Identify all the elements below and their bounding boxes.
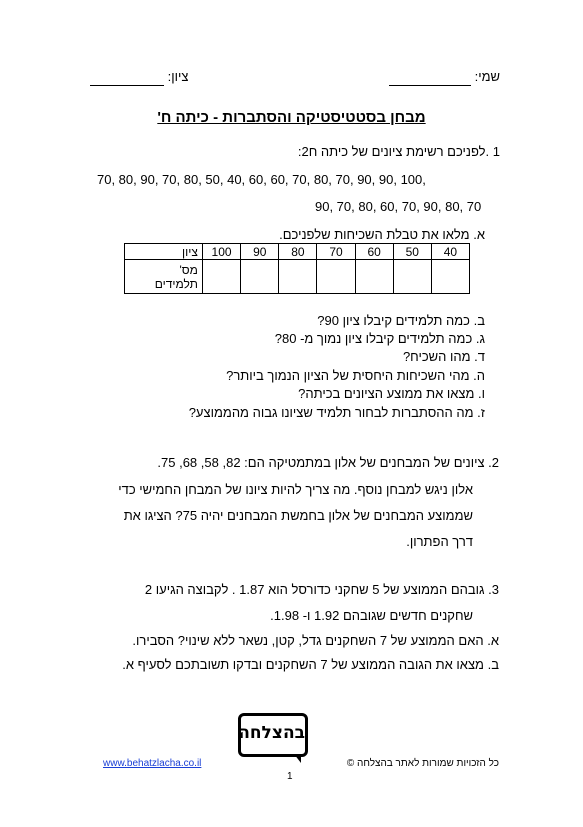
q2-line4: דרך הפתרון. [406,534,473,549]
q2-line1: 2. ציונים של המבחנים של אלון במתמטיקה הם: 82, 58, 68, 75. [157,455,499,470]
q2-line3: שממוצע המבחנים של אלון בחמשת המבחנים יהיה 75? הציגו את [123,508,473,523]
logo-speech-tail [294,754,301,763]
count-cell[interactable] [202,260,240,294]
grade-field [90,68,188,86]
q3-line1: 3. גובהם הממוצע של 5 שחקני כדורסל הוא 1.87 . לקבוצה הגיעו 2 [144,582,499,597]
name-field [389,68,500,86]
q1-sub-c: ג. כמה תלמידים קיבלו ציון נמוך מ- 80? [274,331,485,346]
q1-part-a: א. מלאו את טבלת השכיחות שלפניכם. [279,227,485,242]
q2-line2: אלון ניגש למבחן נוסף. מה צריך להיות ציונו של המבחן החמישי כדי [118,482,473,497]
count-cell[interactable] [241,260,279,294]
score-cell: 70 [317,244,355,260]
q1-sub-d: ד. מהו השכיח? [402,349,485,364]
q3-line2: שחקנים חדשים שגובהם 1.92 ו- 1.98. [270,608,473,623]
row-header-students-line1: מס' [179,262,198,277]
q1-intro: 1 .לפניכם רשימת ציונים של כיתה ח2: [297,144,500,159]
page-title: מבחן בסטטיסטיקה והסתברות - כיתה ח' [157,109,426,126]
count-cell[interactable] [355,260,393,294]
row-header-students-line2: תלמידים [154,276,198,291]
logo-text: בהצלחה [238,723,305,743]
grade-label: ציון: [167,69,189,84]
count-cell[interactable] [393,260,431,294]
count-cell[interactable] [317,260,355,294]
score-cell: 80 [279,244,317,260]
count-cell[interactable] [279,260,317,294]
score-cell: 40 [431,244,469,260]
page-number: 1 [287,771,293,782]
q1-sub-b: ב. כמה תלמידים קיבלו ציון 90? [317,313,485,328]
q1-scores-line1: 70, 80, 90, 70, 80, 50, 40, 60, 60, 70, 80, 70, 90, 90, 100, [97,172,426,187]
q3-part-a: א. האם הממוצע של 7 השחקנים גדל, קטן, נשאר ללא שינוי? הסבירו. [132,633,499,648]
copyright-notice: כל הזכויות שמורות לאתר בהצלחה © [346,758,499,769]
q1-sub-e: ה. מהי השכיחות היחסית של הציון הנמוך ביותר? [226,368,485,383]
name-blank[interactable] [389,71,471,86]
frequency-table [124,243,470,294]
score-cell: 50 [393,244,431,260]
q1-scores-line2: 90, 70, 80, 60, 70, 90, 80, 70 [315,199,482,214]
q1-sub-f: ו. מצאו את ממוצע הציונים בכיתה? [298,386,485,401]
q1-sub-g: ז. מה ההסתברות לבחור תלמיד שציונו גבוה מהממוצע? [188,405,485,420]
row-header-students [125,260,203,294]
behatzlacha-logo [238,713,308,757]
score-cell: 100 [202,244,240,260]
row-header-grade: ציון [125,244,203,260]
name-label: שמי: [474,69,500,84]
q3-part-b: ב. מצאו את הגובה הממוצע של 7 השחקנים ובדקו תשובתכם לסעיף א. [122,657,499,672]
grade-blank[interactable] [90,71,164,86]
count-cell[interactable] [431,260,469,294]
score-cell: 60 [355,244,393,260]
score-cell: 90 [241,244,279,260]
website-link[interactable]: www.behatzlacha.co.il [103,758,202,769]
